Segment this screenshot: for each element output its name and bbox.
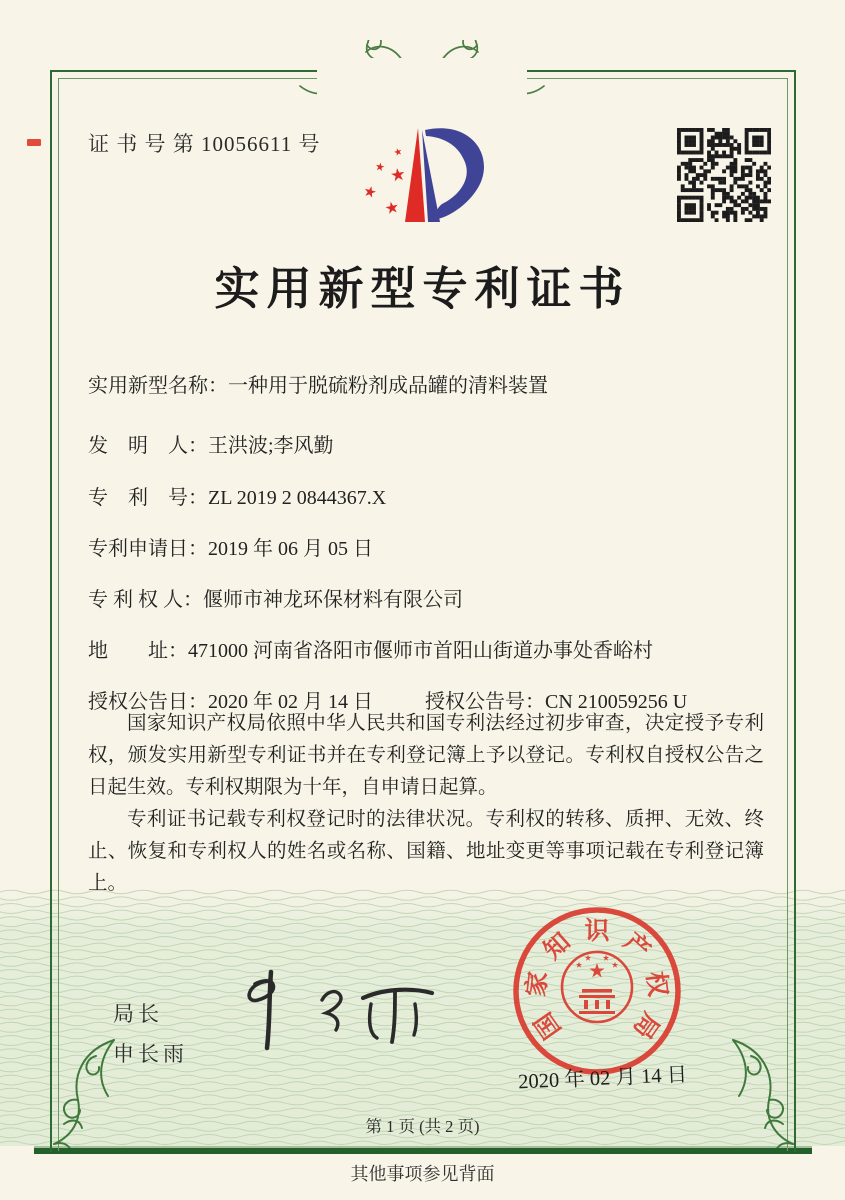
field-value: 一种用于脱硫粉剂成品罐的清料装置	[228, 375, 548, 397]
field-value: 471000 河南省洛阳市偃师市首阳山街道办事处香峪村	[188, 640, 653, 662]
field-row-patentee	[88, 583, 778, 612]
field-value: 王洪波;李风勤	[208, 435, 334, 457]
field-row-address	[88, 634, 778, 663]
field-label: 实用新型名称：	[88, 375, 228, 397]
director-block	[113, 998, 188, 1078]
field-value: 偃师市神龙环保材料有限公司	[203, 589, 463, 611]
cnipa-logo-icon	[350, 120, 500, 232]
legal-paragraph-1: 国家知识产权局依照中华人民共和国专利法经过初步审查，决定授予专利权，颁发实用新型专利证书并在专利登记簿上予以登记。专利权自授权公告之日起生效。专利权期限为十年，自申请日起算。	[88, 713, 764, 798]
field-label: 授权公告号：	[425, 691, 545, 713]
svg-text:家: 家	[523, 970, 553, 999]
certificate-number: 证 书 号 第 10056611 号	[88, 132, 321, 156]
field-row-patent-no	[88, 481, 778, 510]
svg-text:国: 国	[530, 1007, 567, 1044]
page-number: 第 1 页 (共 2 页)	[365, 1117, 480, 1136]
registration-mark	[27, 139, 41, 146]
svg-text:知: 知	[539, 928, 576, 965]
certificate-title: 实用新型专利证书	[214, 264, 631, 314]
qr-code-icon	[677, 128, 771, 222]
field-label: 地 址：	[88, 640, 188, 662]
field-label: 发 明 人：	[88, 435, 208, 457]
director-name: 申长雨	[113, 1042, 188, 1066]
legal-text	[88, 708, 764, 900]
field-value: CN 210059256 U	[545, 691, 688, 713]
field-row-name	[88, 369, 778, 398]
director-title: 局长	[113, 1002, 163, 1026]
field-row-inventor	[88, 429, 778, 458]
field-label: 专 利 权 人：	[88, 589, 203, 611]
field-value: ZL 2019 2 0844367.X	[208, 487, 387, 509]
field-label: 授权公告日：	[88, 691, 208, 713]
legal-paragraph-2: 专利证书记载专利权登记时的法律状况。专利权的转移、质押、无效、终止、恢复和专利权人的姓名或名称、国籍、地址变更等事项记载在专利登记簿上。	[88, 809, 764, 894]
svg-text:局: 局	[627, 1007, 664, 1044]
field-value: 2020 年 02 月 14 日	[208, 691, 373, 713]
field-row-filing-date	[88, 532, 778, 561]
svg-text:识: 识	[584, 918, 610, 945]
field-label: 专 利 号：	[88, 487, 208, 509]
svg-text:权: 权	[641, 970, 671, 999]
field-label: 专利申请日：	[88, 538, 208, 560]
svg-text:产: 产	[618, 928, 655, 965]
footer-note: 其他事项参见背面	[350, 1164, 495, 1184]
official-seal-icon	[503, 903, 691, 1079]
seal-date: 2020 年 02 月 14 日	[517, 1063, 688, 1094]
field-value: 2019 年 06 月 05 日	[208, 538, 373, 560]
signature-icon	[225, 968, 440, 1053]
